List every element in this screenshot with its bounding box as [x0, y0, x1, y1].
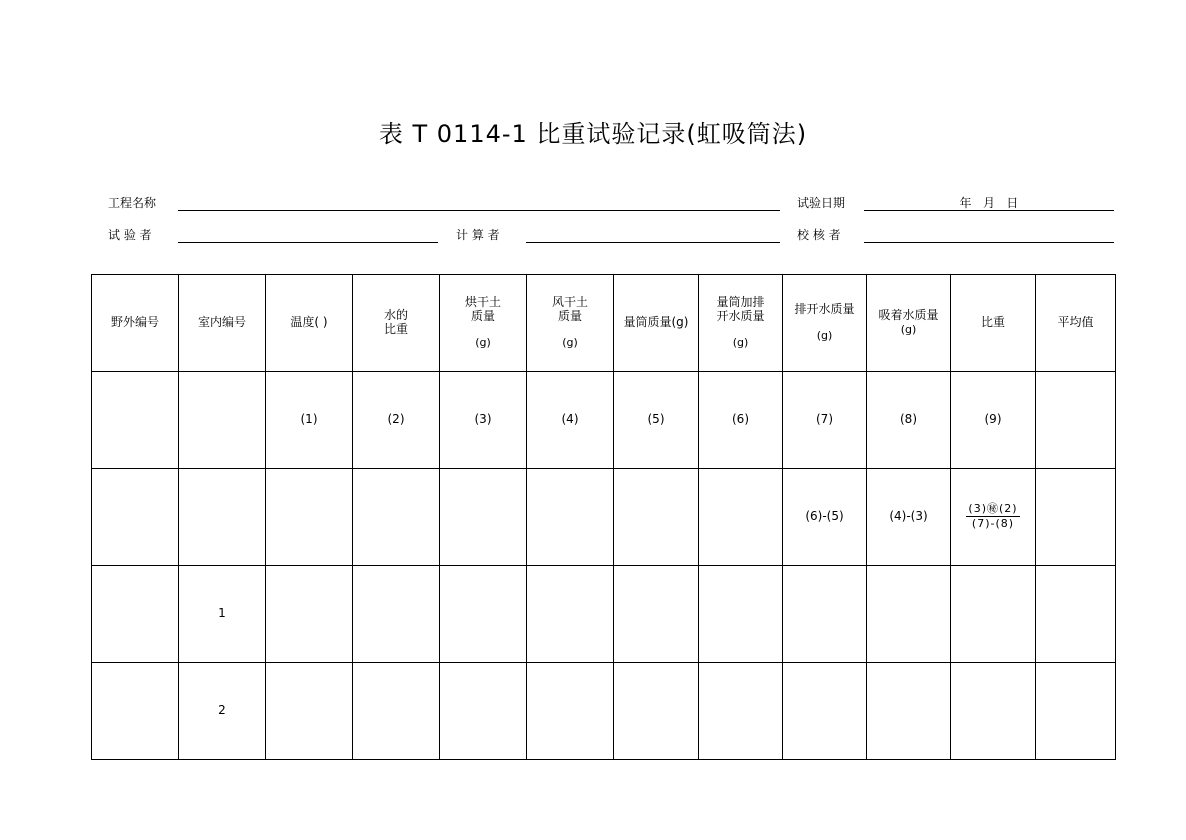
formula-cell: (4)-(3) — [867, 469, 951, 566]
test-date-value: 年 月 日 — [959, 196, 1019, 210]
data-cell[interactable] — [867, 663, 951, 760]
index-cell — [1036, 372, 1116, 469]
calculator-label: 计 算 者 — [456, 228, 500, 242]
index-cell: (5) — [614, 372, 699, 469]
index-cell — [92, 372, 179, 469]
data-cell[interactable] — [92, 566, 179, 663]
header-cell-cylinder-plus-water-mass: 量筒加排 开水质量 (g) — [699, 275, 783, 372]
checker-label: 校 核 者 — [797, 228, 841, 242]
formula-denominator: (7)-(8) — [971, 517, 1015, 531]
data-cell[interactable] — [614, 566, 699, 663]
formula-row — [92, 469, 1116, 566]
index-cell: (2) — [353, 372, 440, 469]
formula-cell — [266, 469, 353, 566]
data-cell[interactable] — [266, 566, 353, 663]
formula-cell — [353, 469, 440, 566]
index-cell: (3) — [440, 372, 527, 469]
tester-label: 试 验 者 — [108, 228, 152, 242]
formula-cell — [699, 469, 783, 566]
data-cell[interactable] — [527, 566, 614, 663]
data-cell[interactable] — [699, 566, 783, 663]
checker-line[interactable] — [864, 242, 1114, 243]
data-cell[interactable] — [783, 566, 867, 663]
data-cell[interactable] — [353, 566, 440, 663]
test-date-label: 试验日期 — [797, 196, 846, 210]
header-row — [92, 275, 1116, 372]
data-cell[interactable] — [1036, 663, 1116, 760]
table-row — [92, 566, 1116, 663]
data-cell[interactable] — [440, 566, 527, 663]
data-cell[interactable] — [951, 663, 1036, 760]
data-cell-lab-no[interactable]: 1 — [179, 566, 266, 663]
header-cell-oven-dry-mass: 烘干土 质量 (g) — [440, 275, 527, 372]
header-cell-field-no: 野外编号 — [92, 275, 179, 372]
project-name-label: 工程名称 — [108, 196, 157, 210]
specific-gravity-formula — [966, 503, 1019, 531]
header-cell-air-dry-mass: 风干土 质量 (g) — [527, 275, 614, 372]
data-cell[interactable] — [92, 663, 179, 760]
index-cell: (6) — [699, 372, 783, 469]
formula-cell — [527, 469, 614, 566]
index-cell: (8) — [867, 372, 951, 469]
formula-cell: (6)-(5) — [783, 469, 867, 566]
data-cell[interactable] — [1036, 566, 1116, 663]
index-cell: (9) — [951, 372, 1036, 469]
tester-line[interactable] — [178, 242, 438, 243]
header-cell-specific-gravity: 比重 — [951, 275, 1036, 372]
formula-cell — [1036, 469, 1116, 566]
index-cell: (7) — [783, 372, 867, 469]
formula-cell — [440, 469, 527, 566]
index-row — [92, 372, 1116, 469]
record-table — [91, 274, 1116, 760]
formula-numerator: (3)㊙(2) — [966, 503, 1019, 518]
table-row — [92, 663, 1116, 760]
data-cell[interactable] — [614, 663, 699, 760]
data-cell[interactable] — [951, 566, 1036, 663]
data-cell[interactable] — [783, 663, 867, 760]
formula-cell — [614, 469, 699, 566]
project-name-line[interactable] — [178, 210, 780, 211]
index-cell: (1) — [266, 372, 353, 469]
index-cell — [179, 372, 266, 469]
header-cell-cylinder-mass: 量筒质量(g) — [614, 275, 699, 372]
header-cell-lab-no: 室内编号 — [179, 275, 266, 372]
data-cell[interactable] — [353, 663, 440, 760]
formula-cell-specific-gravity — [951, 469, 1036, 566]
header-cell-absorbed-water-mass: 吸着水质量 (g) — [867, 275, 951, 372]
formula-cell — [92, 469, 179, 566]
data-cell[interactable] — [266, 663, 353, 760]
header-cell-water-specific-gravity: 水的 比重 — [353, 275, 440, 372]
data-cell[interactable] — [699, 663, 783, 760]
data-cell[interactable] — [440, 663, 527, 760]
page-title: 表 T 0114-1 比重试验记录(虹吸筒法) — [378, 120, 808, 148]
data-cell[interactable] — [867, 566, 951, 663]
formula-cell — [179, 469, 266, 566]
header-cell-displaced-water-mass: 排开水质量 (g) — [783, 275, 867, 372]
header-cell-average: 平均值 — [1036, 275, 1116, 372]
data-cell[interactable] — [527, 663, 614, 760]
header-cell-temperature: 温度( ) — [266, 275, 353, 372]
data-cell-lab-no[interactable]: 2 — [179, 663, 266, 760]
index-cell: (4) — [527, 372, 614, 469]
calculator-line[interactable] — [526, 242, 780, 243]
